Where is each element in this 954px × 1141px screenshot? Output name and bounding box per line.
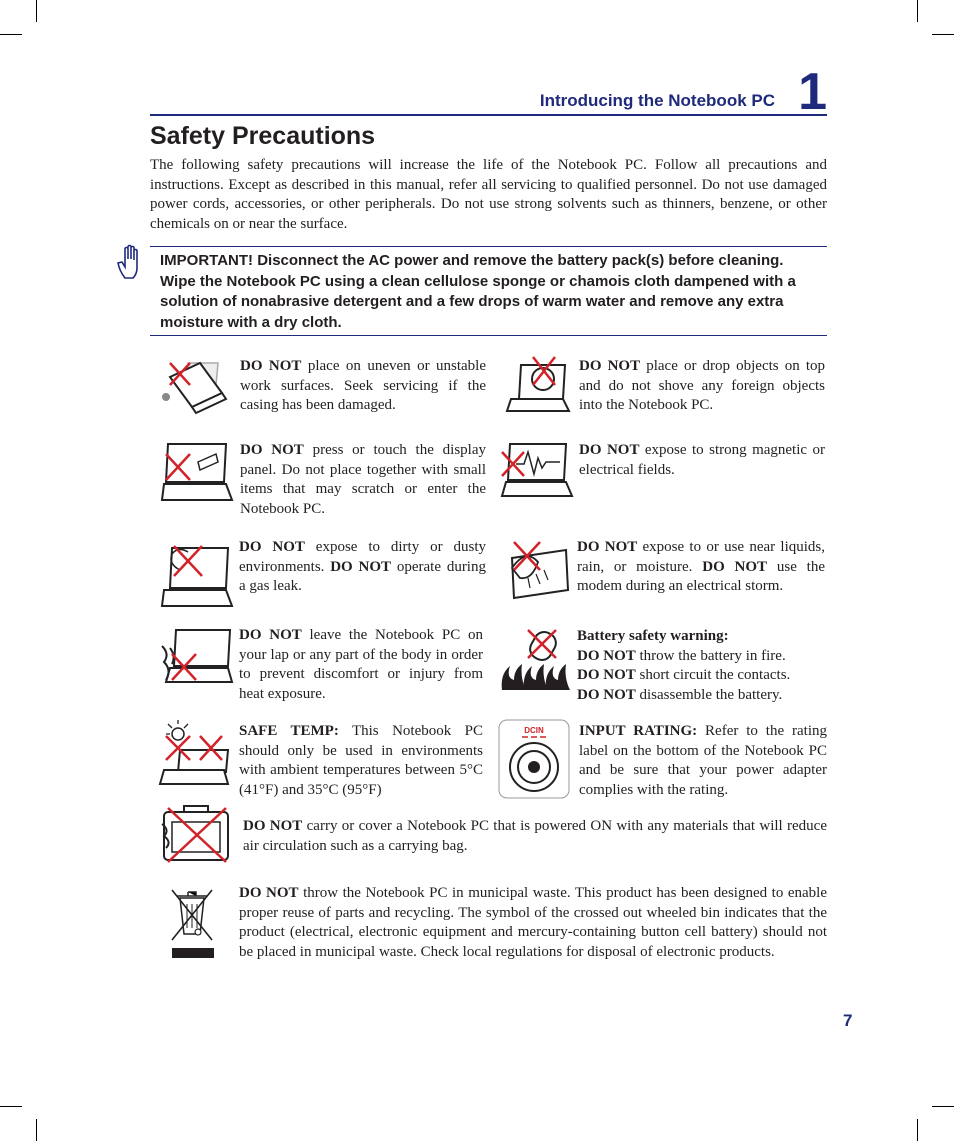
- crop-mark: [917, 0, 918, 22]
- item-press-display: [240, 441, 486, 519]
- safe-temp-label: SAFE TEMP:: [239, 723, 339, 739]
- crop-mark: [36, 0, 37, 22]
- item-battery-warning: [577, 627, 825, 705]
- do-not-label: DO NOT: [330, 558, 392, 575]
- do-not-label: DO NOT: [577, 686, 636, 703]
- item-lap-heat: [239, 626, 483, 704]
- page-title: Safety Precautions: [150, 122, 376, 150]
- item-text: throw the battery in fire.: [635, 647, 786, 664]
- item-text: place on uneven or unstable work surfaces. Seek servicing if the casing has been damaged.: [240, 358, 486, 413]
- item-text: use the modem during an electrical storm.: [577, 558, 825, 594]
- uneven-surface-icon: [160, 355, 235, 417]
- do-not-label: DO NOT: [239, 885, 299, 901]
- item-drop-objects: [579, 357, 825, 416]
- item-text: Refer to the rating label on the bottom of the Notebook PC and be sure that your power adapter complies with the rating.: [579, 723, 827, 798]
- item-municipal-waste: [239, 884, 827, 962]
- item-input-rating: [579, 722, 827, 800]
- hand-icon: [116, 244, 146, 280]
- liquids-icon: [498, 538, 575, 608]
- crossed-bin-icon: [168, 886, 216, 960]
- press-display-icon: [160, 440, 235, 506]
- do-not-label: DO NOT: [239, 539, 305, 555]
- dcin-label: DCIN: [524, 726, 544, 735]
- important-note: [150, 246, 827, 336]
- crop-mark: [932, 1106, 954, 1107]
- magnetic-field-icon: [500, 440, 575, 500]
- item-text: expose to or use near liquids, rain, or moisture.: [577, 539, 825, 575]
- crop-mark: [0, 1106, 22, 1107]
- temperature-icon: [158, 720, 235, 788]
- item-uneven-surface: [240, 357, 486, 416]
- do-not-label: DO NOT: [240, 442, 304, 458]
- do-not-label: DO NOT: [577, 539, 638, 555]
- item-safe-temp: [239, 722, 483, 800]
- item-dusty-environment: [239, 538, 486, 597]
- do-not-label: DO NOT: [702, 558, 768, 575]
- item-text: expose to dirty or dusty environments.: [239, 539, 486, 575]
- crop-mark: [36, 1119, 37, 1141]
- input-rating-label: INPUT RATING:: [579, 723, 698, 739]
- important-text: IMPORTANT! Disconnect the AC power and remove the battery pack(s) before cleaning. Wipe the Notebook PC using a clean cellulose sponge or chamois cloth dampened with a solution of nonabrasive detergent and a few drops of warm water and remove any extra moisture with a dry cloth.: [160, 252, 796, 331]
- item-text: short circuit the contacts.: [635, 667, 791, 683]
- chapter-number: 1: [798, 63, 827, 121]
- item-text: disassemble the battery.: [635, 686, 783, 703]
- item-text: This Notebook PC should only be used in environments with ambient temperatures between 5°C (41°F) and 35°C (95°F): [239, 723, 483, 798]
- carrying-bag-icon: [160, 804, 232, 864]
- chapter-title: Introducing the Notebook PC: [539, 91, 775, 110]
- item-magnetic-field: [579, 441, 825, 480]
- chapter-header: [150, 63, 827, 121]
- item-carrying-bag: [243, 817, 827, 856]
- do-not-label: DO NOT: [239, 627, 302, 643]
- dusty-environment-icon: [158, 540, 235, 614]
- do-not-label: DO NOT: [577, 667, 636, 683]
- do-not-label: DO NOT: [243, 818, 303, 834]
- item-text: press or touch the display panel. Do not place together with small items that may scratch or enter the Notebook PC.: [240, 442, 486, 517]
- lap-heat-icon: [158, 626, 235, 688]
- item-text: throw the Notebook PC in municipal waste. This product has been designed to enable proper reuse of parts and recycling. The symbol of the crossed out wheeled bin indicates that the product (electrical, electronic equipment and mercury-containing button cell battery) should not be placed in municipal waste. Check local regulations for disposal of electronic products.: [239, 885, 827, 960]
- item-text: expose to strong magnetic or electrical fields.: [579, 442, 825, 478]
- item-text: carry or cover a Notebook PC that is powered ON with any materials that will reduce air circulation such as a carrying bag.: [243, 818, 827, 854]
- item-liquids: [577, 538, 825, 597]
- item-text: place or drop objects on top and do not shove any foreign objects into the Notebook PC.: [579, 358, 825, 413]
- item-text: leave the Notebook PC on your lap or any part of the body in order to prevent discomfort or injury from heat exposure.: [239, 627, 483, 702]
- dcin-jack-icon: [498, 719, 570, 799]
- crop-mark: [0, 34, 22, 35]
- crop-mark: [917, 1119, 918, 1141]
- crop-mark: [932, 34, 954, 35]
- intro-paragraph: The following safety precautions will increase the life of the Notebook PC. Follow all precautions and instructions. Except as described in this manual, refer all servicing to qualified personnel. Do not use damaged power cords, accessories, or other peripherals. Do not use strong solvents such as thinners, benzene, or other chemicals on or near the surface.: [150, 157, 827, 232]
- item-text: operate during a gas leak.: [239, 558, 486, 594]
- page-number: 7: [843, 1011, 853, 1030]
- do-not-label: DO NOT: [577, 647, 636, 664]
- battery-fire-icon: [500, 626, 574, 692]
- battery-heading: Battery safety warning:: [577, 628, 729, 644]
- do-not-label: DO NOT: [579, 358, 641, 374]
- do-not-label: DO NOT: [579, 442, 640, 458]
- do-not-label: DO NOT: [240, 358, 302, 374]
- drop-objects-icon: [503, 355, 575, 417]
